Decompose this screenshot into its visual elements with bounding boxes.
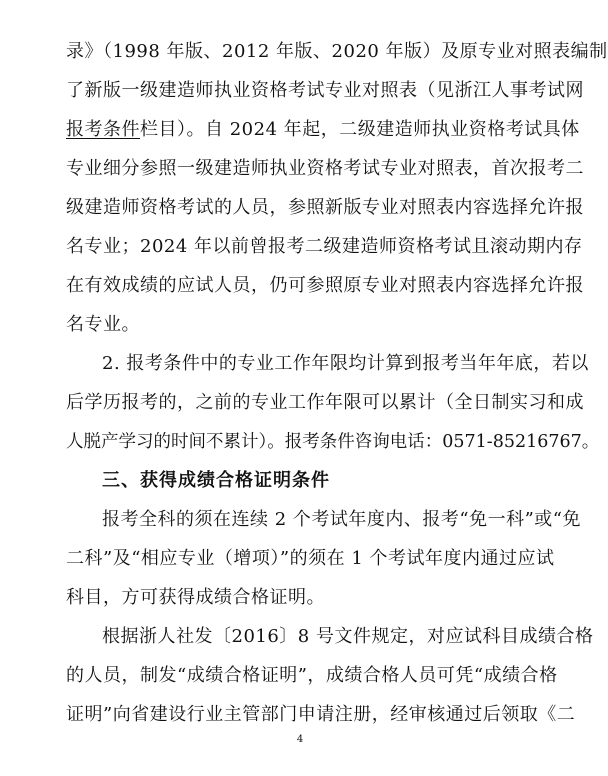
paragraph-line: 报考全科的须在连续 2 个考试年度内、报考“免一科”或“免	[102, 509, 581, 530]
section-heading: 三、获得成绩合格证明条件	[102, 470, 330, 491]
paragraph-line: 证明”向省建设行业主管部门申请注册，经审核通过后领取《二	[66, 704, 576, 725]
paragraph-line: 了新版一级建造师执业资格考试专业对照表（见浙江人事考试网	[66, 80, 584, 101]
paragraph-line: 名专业。	[66, 314, 140, 335]
paragraph-line: 专业细分参照一级建造师执业资格考试专业对照表，首次报考二	[66, 158, 584, 179]
paragraph-line: 级建造师资格考试的人员，参照新版专业对照表内容选择允许报	[66, 197, 584, 218]
paragraph-line: 名专业；2024 年以前曾报考二级建造师资格考试且滚动期内存	[66, 236, 583, 257]
paragraph-line: 后学历报考的，之前的专业工作年限可以累计（全日制实习和成	[66, 392, 584, 413]
paragraph-line: 2. 报考条件中的专业工作年限均计算到报考当年年底，若以	[102, 353, 589, 374]
paragraph-line: 科目，方可获得成绩合格证明。	[66, 587, 325, 608]
paragraph-line: 在有效成绩的应试人员，仍可参照原专业对照表内容选择允许报	[66, 275, 584, 296]
paragraph-line: 录》（1998 年版、2012 年版、2020 年版）及原专业对照表编制	[66, 41, 608, 62]
exam-conditions-link[interactable]: 报考条件	[66, 119, 140, 140]
paragraph-line: 二科”及“相应专业（增项）”的须在 1 个考试年度内通过应试	[66, 548, 555, 569]
paragraph-line: 的人员，制发“成绩合格证明”，成绩合格人员可凭“成绩合格	[66, 665, 558, 686]
paragraph-line: 人脱产学习的时间不累计）。报考条件咨询电话：0571-85216767。	[66, 432, 600, 452]
paragraph-line	[66, 118, 580, 142]
paragraph-line-text: 栏目）。自 2024 年起，二级建造师执业资格考试具体	[140, 119, 580, 140]
paragraph-line: 根据浙人社发〔2016〕8 号文件规定，对应试科目成绩合格	[102, 626, 594, 647]
page-number: 4	[296, 734, 304, 745]
